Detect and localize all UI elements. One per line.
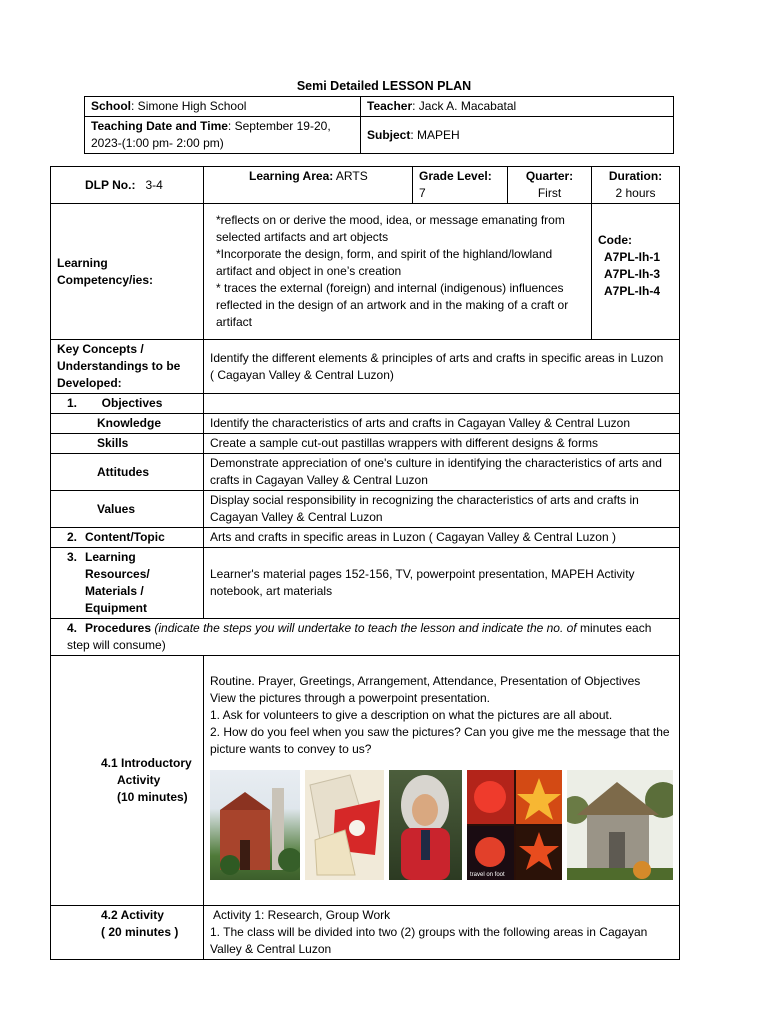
procedures-row xyxy=(51,619,680,656)
duration-value: 2 hours xyxy=(615,186,656,200)
activity-label-line: ( 20 minutes ) xyxy=(101,925,179,939)
skills-value: Create a sample cut-out pastillas wrappers with different designs & forms xyxy=(204,434,680,454)
knowledge-label: Knowledge xyxy=(51,414,204,434)
attitudes-value: Demonstrate appreciation of one's culture in identifying the characteristics of arts and crafts in Cagayan Valley & Central Luzon xyxy=(204,454,680,491)
intro-content xyxy=(204,656,680,906)
header-table xyxy=(84,96,674,154)
school-cell xyxy=(85,97,361,117)
date-cell xyxy=(85,117,361,154)
objectives-heading xyxy=(51,394,204,414)
page-title: Semi Detailed LESSON PLAN xyxy=(296,79,472,93)
procedures-note: (indicate the steps you will undertake to teach the lesson and indicate the no. of xyxy=(154,621,577,635)
procedures-label: Procedures xyxy=(85,621,152,635)
objectives-label: Objectives xyxy=(101,396,163,410)
activity-label xyxy=(51,906,204,960)
resources-value: Learner's material pages 152-156, TV, powerpoint presentation, MAPEH Activity notebook, art materials xyxy=(204,548,680,619)
parol-lanterns-photo xyxy=(467,770,563,880)
intro-line: 2. How do you feel when you saw the pictures? Can you give me the message that the picture wants to convey to us? xyxy=(210,725,670,756)
procedures-number: 4. xyxy=(67,621,78,635)
intro-photo-strip xyxy=(210,770,673,880)
grade-level-label: Grade Level: xyxy=(419,169,492,183)
resources-label: Learning Resources/ Materials / Equipment xyxy=(85,550,150,615)
objectives-number: 1. xyxy=(67,396,78,410)
intro-label-line: Activity xyxy=(117,773,161,787)
stone-house-photo xyxy=(567,770,673,880)
code-item: A7PL-Ih-4 xyxy=(604,284,661,298)
quarter-label: Quarter: xyxy=(525,169,574,183)
code-cell xyxy=(592,204,680,340)
procedures-note-rest: minutes each step will consume) xyxy=(67,621,652,652)
learning-area-label: Learning Area: xyxy=(249,169,334,183)
content-number: 2. xyxy=(67,530,78,544)
objectives-empty-cell xyxy=(204,394,680,414)
content-value: Arts and crafts in specific areas in Luzon ( Cagayan Valley & Central Luzon ) xyxy=(204,528,680,548)
competency-item: *Incorporate the design, form, and spirit of the highland/lowland artifact and object in one’s creation xyxy=(216,247,553,278)
teacher-label: Teacher xyxy=(367,99,413,113)
grade-level-cell xyxy=(413,167,508,204)
resources-heading xyxy=(51,548,204,619)
subject-value: : MAPEH xyxy=(410,127,460,142)
intro-label-line: (10 minutes) xyxy=(117,790,188,804)
content-heading xyxy=(51,528,204,548)
competency-item: *reflects on or derive the mood, idea, or message emanating from selected artifacts and art objects xyxy=(216,213,565,244)
activity-label-line: 4.2 Activity xyxy=(101,908,164,922)
skills-label: Skills xyxy=(51,434,204,454)
code-label: Code: xyxy=(598,233,632,247)
competency-list xyxy=(204,204,592,340)
dlp-value: 3-4 xyxy=(145,177,163,192)
date-value: : September 19-20, 2023-(1:00 pm- 2:00 pm) xyxy=(91,119,331,150)
code-item: A7PL-Ih-1 xyxy=(604,250,661,264)
intro-line: 1. Ask for volunteers to give a description on what the pictures are all about. xyxy=(210,708,613,722)
photo-caption: travel on foot xyxy=(469,872,505,878)
dlp-cell xyxy=(51,167,204,204)
resources-number: 3. xyxy=(67,550,78,564)
quarter-cell xyxy=(508,167,592,204)
values-value: Display social responsibility in recognizing the characteristics of arts and crafts in Cagayan Valley & Central Luzon xyxy=(204,491,680,528)
teacher-value: : Jack A. Macabatal xyxy=(412,99,517,113)
learning-area-cell xyxy=(204,167,413,204)
code-item: A7PL-Ih-3 xyxy=(604,267,661,281)
intro-label xyxy=(51,656,204,906)
grade-level-value: 7 xyxy=(419,186,426,200)
school-value: : Simone High School xyxy=(131,99,247,113)
key-concepts-label: Key Concepts / Understandings to be Developed: xyxy=(51,340,204,394)
intro-label-line: 4.1 Introductory xyxy=(101,756,192,770)
competency-item: * traces the external (foreign) and internal (indigenous) influences reflected in the design of an artwork and in the making of a craft or artifact xyxy=(216,281,569,329)
intro-line: Routine. Prayer, Greetings, Arrangement, Attendance, Presentation of Objectives xyxy=(210,674,641,688)
learning-area-value: ARTS xyxy=(335,169,368,183)
church-photo xyxy=(210,770,300,880)
school-label: School xyxy=(91,99,132,113)
activity-line: Activity 1: Research, Group Work xyxy=(213,908,391,922)
subject-label: Subject xyxy=(367,127,411,142)
lesson-plan-table xyxy=(50,166,694,960)
key-concepts-value: Identify the different elements & principles of arts and crafts in specific areas in Luzon ( Cagayan Valley & Central Luzon) xyxy=(204,340,680,394)
subject-cell xyxy=(361,117,674,154)
quarter-value: First xyxy=(537,186,562,200)
knowledge-value: Identify the characteristics of arts and crafts in Cagayan Valley & Central Luzon xyxy=(204,414,680,434)
activity-content xyxy=(204,906,680,960)
content-label: Content/Topic xyxy=(85,530,165,544)
teacher-cell xyxy=(361,97,674,117)
values-label: Values xyxy=(51,491,204,528)
attitudes-label: Attitudes xyxy=(51,454,204,491)
portrait-photo xyxy=(389,770,462,880)
activity-line: 1. The class will be divided into two (2) groups with the following areas in Cagayan Valley & Central Luzon xyxy=(210,925,648,956)
duration-cell xyxy=(592,167,680,204)
dlp-label: DLP No.: xyxy=(85,177,136,192)
competency-label: Learning Competency/ies: xyxy=(51,204,204,340)
duration-label: Duration: xyxy=(608,169,663,183)
pastillas-wrapper-photo xyxy=(305,770,385,880)
intro-line: View the pictures through a powerpoint presentation. xyxy=(210,691,490,705)
date-label: Teaching Date and Time xyxy=(91,119,228,133)
